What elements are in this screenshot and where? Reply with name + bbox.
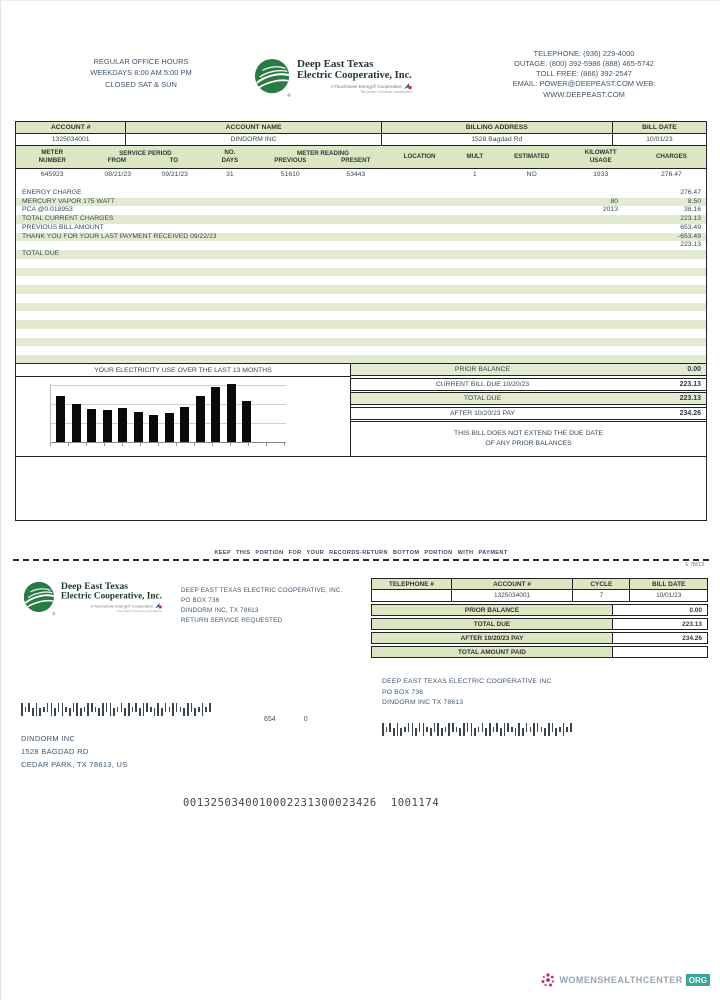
due-date-note: THIS BILL DOES NOT EXTEND THE DUE DATE OF ANY PRIOR BALANCES: [350, 421, 707, 457]
summary-row: CURRENT BILL DUE 10/20/23 223.13: [350, 378, 707, 391]
usage-bar: [180, 407, 189, 442]
charge-row: TOTAL CURRENT CHARGES 223.13: [16, 215, 706, 224]
charge-row: TOTAL DUE: [16, 250, 706, 259]
usage-bar: [134, 412, 143, 442]
billing-address-value: 1528 Bagdad Rd: [382, 134, 613, 145]
mail-route-number: 654 0: [264, 716, 308, 723]
keep-portion-instruction: KEEP THIS PORTION FOR YOUR RECORDS-RETURN BOTTOM PORTION WITH PAYMENT: [214, 550, 508, 556]
recipient-address: DINDORM INC 1528 BAGDAD RD CEDAR PARK, TX 78613, US: [21, 734, 128, 770]
num-days: 31: [226, 171, 234, 178]
email-line: EMAIL: POWER@DEEPEAST.COM WEB:: [512, 79, 656, 89]
telephone-line: TELEPHONE: (936) 229-4000: [533, 49, 635, 58]
form-reference: E 78013: [685, 562, 704, 568]
location: [389, 169, 451, 180]
bill-date-value: 10/01/23: [646, 136, 673, 143]
charge-row: [16, 268, 706, 277]
site-watermark: [540, 972, 710, 988]
stub-values-row: [371, 590, 708, 602]
service-to: 09/21/23: [161, 171, 188, 178]
usage-bar: [149, 415, 158, 442]
account-name-header: ACCOUNT NAME: [126, 122, 381, 133]
account-number-header: ACCOUNT #: [16, 122, 126, 133]
tear-line: [13, 559, 709, 561]
charge-row: PCA @0.018953 2013 38.16: [22, 206, 701, 214]
usage-bar: [87, 409, 96, 442]
charge-row: [16, 311, 706, 320]
charge-row: [16, 285, 706, 294]
watermark-badge: ORG: [686, 974, 710, 986]
touchstone-tagline: A Touchstone Energy® Cooperative: [90, 603, 154, 609]
return-address-block: DEEP EAST TEXAS ELECTRIC COOPERATIVE, INC. PO BOX 736 DINDORM INC, TX 78613 RETURN SERVICE REQUESTED: [181, 587, 343, 625]
touchstone-tagline: A Touchstone Energy® Cooperative: [330, 84, 402, 89]
outage-line: OUTAGE: (800) 392-5986 (888) 465-5742: [514, 59, 654, 69]
summary-row: PRIOR BALANCE 0.00: [350, 363, 707, 376]
stub-telephone-header: TELEPHONE #: [371, 578, 452, 590]
charge-row: THANK YOU FOR YOUR LAST PAYMENT RECEIVED 09/22/23 -653.49: [16, 233, 706, 242]
payee-address: DEEP EAST TEXAS ELECTRIC COOPERATIVE INC PO BOX 736 DINDORM INC TX 78613: [382, 678, 552, 707]
usage-bar: [72, 404, 81, 442]
touchstone-subtagline: The power of human connections: [116, 609, 162, 613]
ocr-scan-line: 0013250340010002231300023426 1001174: [183, 797, 440, 809]
account-number-value: 1325034001: [16, 134, 126, 145]
meter-charges: 276.47: [661, 171, 682, 178]
stub-billdate-value: 10/01/23: [630, 590, 708, 602]
charge-row: [16, 338, 706, 347]
reading-previous: 51610: [280, 171, 300, 178]
charge-row: 223.13: [680, 241, 701, 249]
stub-amount-row: AFTER 10/20/23 PAY 234.26: [371, 632, 708, 645]
reading-present: 53443: [346, 171, 366, 178]
company-name-line1: Deep East Texas: [297, 58, 374, 70]
stub-amount-row: TOTAL DUE 223.13: [371, 618, 708, 631]
meter-number: 645923: [40, 171, 64, 178]
account-values-row: [16, 134, 706, 146]
usage-bar: [227, 384, 236, 442]
svg-text:®: ®: [52, 611, 56, 617]
website-line: WWW.DEEPEAST.COM: [543, 89, 625, 99]
company-name-line1: Deep East Texas: [60, 581, 129, 592]
summary-row: AFTER 10/20/23 PAY 234.26: [350, 407, 707, 420]
usage-bar: [56, 396, 65, 442]
charge-row: [16, 294, 706, 303]
company-name-line2: Electric Cooperative, Inc.: [297, 70, 412, 81]
bill-detail-box: [15, 121, 707, 521]
usage-bar: [165, 413, 174, 442]
office-hours-line: REGULAR OFFICE HOURS: [93, 57, 189, 66]
stub-amount-row: PRIOR BALANCE 0.00: [371, 604, 708, 617]
tollfree-line: TOLL FREE: (866) 392-2547: [536, 69, 632, 79]
company-logo: [254, 58, 412, 98]
usage-bar: [118, 408, 127, 442]
contact-info: [460, 49, 708, 100]
bar-chart-plot: [50, 384, 286, 443]
charge-row: [16, 276, 706, 285]
multiplier: 1: [472, 171, 477, 178]
touchstone-subtagline: The power of human connections: [360, 90, 412, 94]
meter-header-row: METER NUMBER SERVICE PERIOD FROM TO NO. DAYS METER READING PREVIOUS PRESENT LOCATION MULT ESTIMATED KILOWATT USAGE CHARGES: [16, 146, 706, 169]
usage-bar: [242, 401, 251, 442]
kilowatt-usage: 1933: [593, 171, 609, 178]
office-hours-line: WEEKDAYS 8:00 AM 5:00 PM: [90, 68, 192, 78]
account-name-value: DINDORM INC: [126, 134, 381, 145]
stub-amount-rows: [371, 604, 708, 659]
stub-account-value: 1325034001: [452, 590, 573, 602]
office-hours: [61, 56, 221, 90]
stub-cycle-value: 7: [573, 590, 630, 602]
meter-values-row: [16, 169, 706, 180]
charge-row: MERCURY VAPOR 175 WATT 80 8.50: [16, 198, 706, 207]
payment-stub-table: [371, 578, 708, 658]
charge-rows: [16, 180, 706, 364]
touchstone-energy-icon: [404, 83, 412, 90]
stub-account-header: ACCOUNT #: [452, 578, 573, 590]
coop-globe-icon: [23, 581, 56, 616]
charge-row: [16, 329, 706, 338]
stub-billdate-header: BILL DATE: [630, 578, 708, 590]
usage-bar: [211, 387, 220, 442]
bill-date-header: BILL DATE: [641, 124, 677, 131]
charge-row: PREVIOUS BILL AMOUNT 653.49: [22, 223, 701, 231]
charge-row: [16, 303, 706, 312]
summary-row: TOTAL DUE 223.13: [350, 392, 707, 405]
company-logo-stub: [23, 581, 162, 616]
watermark-text: WOMENSHEALTHCENTER: [559, 975, 683, 985]
intelligent-mail-barcode-payee: [382, 723, 574, 736]
stub-cycle-header: CYCLE: [573, 578, 630, 590]
billing-address-header: BILLING ADDRESS: [382, 122, 613, 133]
usage-history-chart: [15, 363, 351, 457]
stub-amount-row: TOTAL AMOUNT PAID: [371, 646, 708, 659]
coop-globe-icon: [254, 58, 292, 98]
usage-bar: [196, 396, 205, 442]
charge-row: [16, 180, 706, 189]
estimated: NO: [526, 171, 537, 178]
office-hours-line: CLOSED SAT & SUN: [105, 79, 177, 89]
charge-row: ENERGY CHARGE 276.47: [22, 188, 701, 196]
dots-flower-icon: [540, 972, 556, 988]
service-from: 08/21/23: [104, 171, 131, 178]
svg-text:®: ®: [287, 94, 291, 98]
x-axis-ticks: [50, 443, 286, 446]
account-header-row: [16, 122, 706, 134]
stub-header-row: [371, 578, 708, 590]
stub-telephone-value: [371, 590, 452, 602]
company-name-line2: Electric Cooperative, Inc.: [60, 591, 162, 602]
balance-summary: [350, 363, 707, 457]
charge-row: [16, 259, 706, 268]
charge-row: [16, 320, 706, 329]
charge-row: [16, 346, 706, 355]
chart-title: YOUR ELECTRICITY USE OVER THE LAST 13 MONTHS: [16, 364, 350, 377]
intelligent-mail-barcode-recipient: [21, 703, 213, 716]
usage-bar: [103, 410, 112, 442]
